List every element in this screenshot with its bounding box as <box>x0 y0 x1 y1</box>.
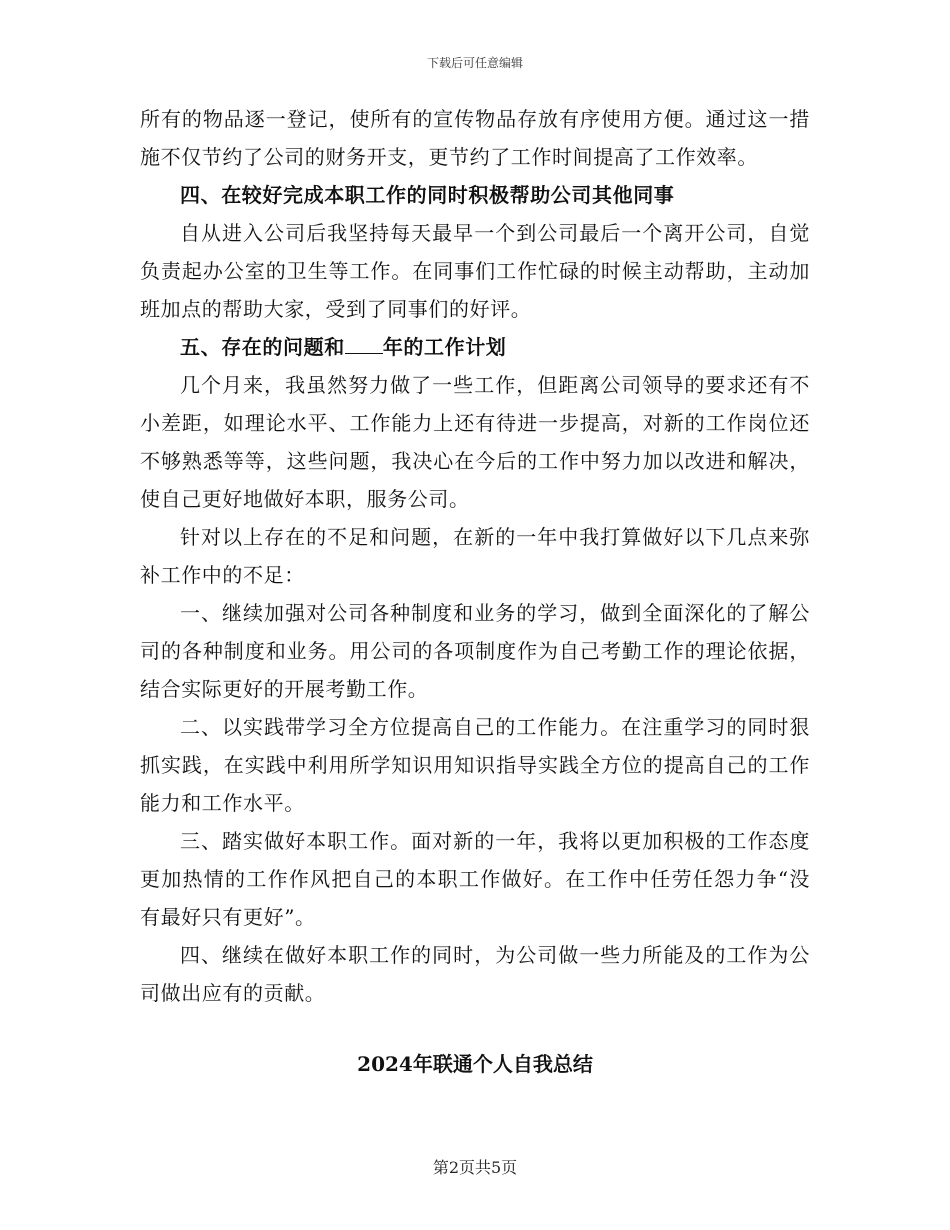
plan-item-3: 三、踏实做好本职工作。面对新的一年，我将以更加积极的工作态度更加热情的工作作风把自己的本职工作做好。在工作中任劳任怨力争“没有最好只有更好”。 <box>140 829 810 929</box>
section-heading-5 <box>140 328 810 366</box>
document-title: 2024年联通个人自我总结 <box>357 1052 593 1076</box>
paragraph: 针对以上存在的不足和问题，在新的一年中我打算做好以下几点来弥补工作中的不足： <box>140 525 810 587</box>
paragraph-continued: 所有的物品逐一登记，使所有的宣传物品存放有序使用方便。通过这一措施不仅节约了公司的财务开支，更节约了工作时间提高了工作效率。 <box>140 107 810 169</box>
paragraph: 几个月来，我虽然努力做了一些工作，但距离公司领导的要求还有不小差距，如理论水平、工作能力上还有待进一步提高，对新的工作岗位还不够熟悉等等，这些问题，我决心在今后的工作中努力加以改进和解决，使自己更好地做好本职，服务公司。 <box>140 373 810 511</box>
heading-text: 年的工作计划 <box>382 335 507 359</box>
plan-item-4: 四、继续在做好本职工作的同时，为公司做一些力所能及的工作为公司做出应有的贡献。 <box>140 943 810 1005</box>
paragraph: 自从进入公司后我坚持每天最早一个到公司最后一个离开公司，自觉负责起办公室的卫生等工作。在同事们工作忙碌的时候主动帮助，主动加班加点的帮助大家，受到了同事们的好评。 <box>140 221 810 321</box>
section-heading-4: 四、在较好完成本职工作的同时积极帮助公司其他同事 <box>180 183 675 207</box>
page-number: 第2页共5页 <box>432 1158 518 1177</box>
document-body <box>140 100 810 1012</box>
page-header: 下载后可任意编辑 <box>426 56 523 70</box>
heading-text: 五、存在的问题和 <box>180 335 345 359</box>
year-blank <box>345 335 383 354</box>
plan-item-1: 一、继续加强对公司各种制度和业务的学习，做到全面深化的了解公司的各种制度和业务。用公司的各项制度作为自己考勤工作的理论依据，结合实际更好的开展考勤工作。 <box>140 601 810 701</box>
plan-item-2: 二、以实践带学习全方位提高自己的工作能力。在注重学习的同时狠抓实践，在实践中利用所学知识用知识指导实践全方位的提高自己的工作能力和工作水平。 <box>140 715 810 815</box>
